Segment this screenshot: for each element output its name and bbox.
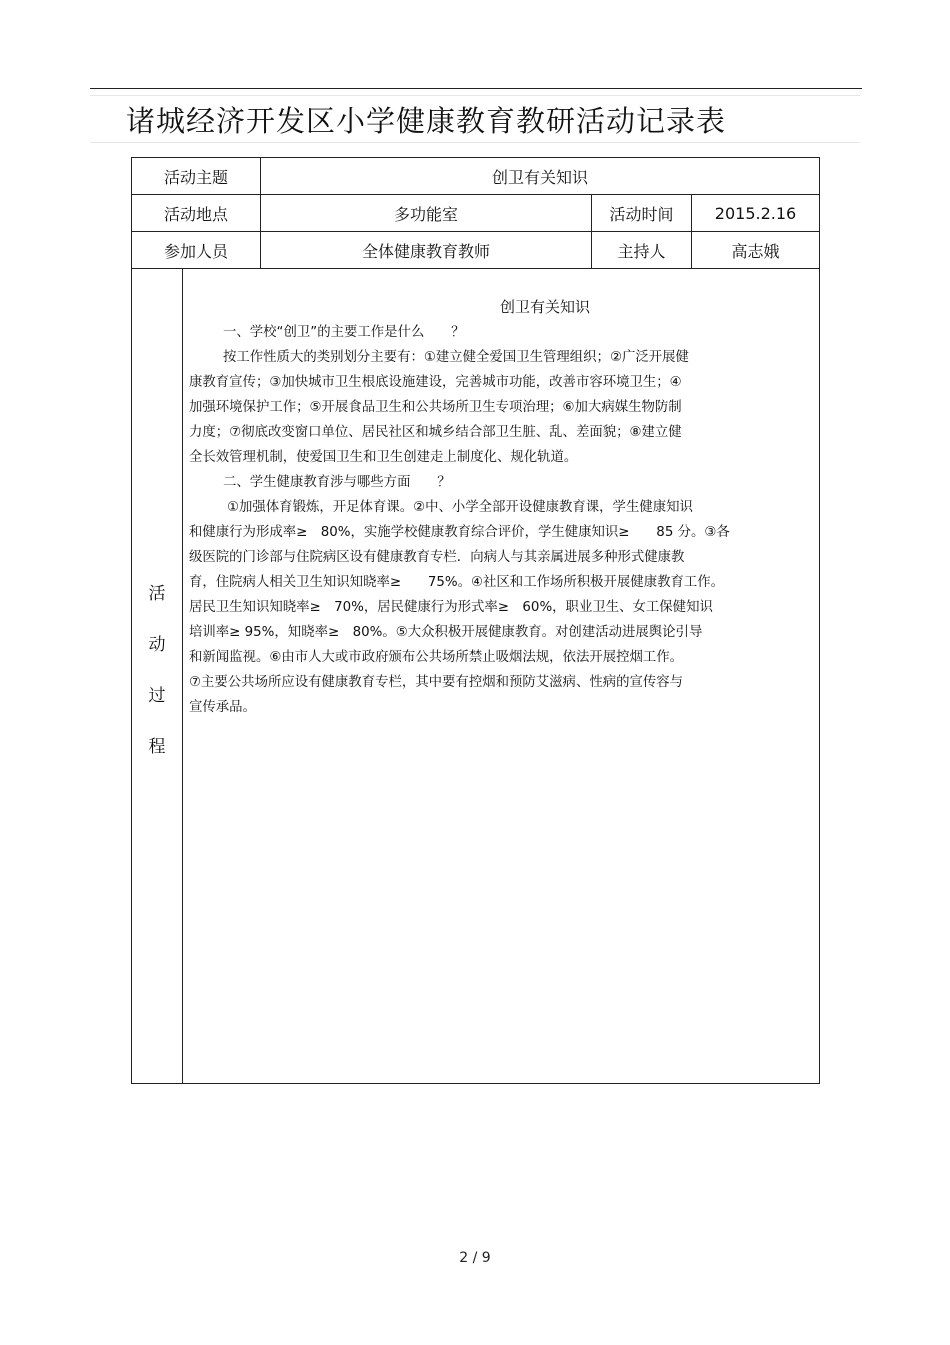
content-line: 居民卫生知识知晓率≥ 70%，居民健康行为形式率≥ 60%，职业卫生、女工保健知识 xyxy=(189,600,713,615)
activity-record-table xyxy=(131,157,820,1084)
content-line: 宣传承品。 xyxy=(189,700,256,715)
header-rule xyxy=(90,88,862,89)
content-line: 全长效管理机制，使爱国卫生和卫生创建走上制度化、规化轨道。 xyxy=(189,450,578,465)
content-line: 培训率≥ 95%，知晓率≥ 80%。⑤大众积极开展健康教育。对创建活动进展舆论引导 xyxy=(189,625,703,640)
process-content xyxy=(189,295,811,720)
topic-row xyxy=(132,158,820,195)
place-label: 活动地点 xyxy=(132,195,261,232)
process-label-char: 过 xyxy=(148,686,166,706)
page-number: 2 / 9 xyxy=(459,1250,491,1266)
topic-value: 创卫有关知识 xyxy=(261,158,820,195)
title-box xyxy=(90,95,860,143)
host-value: 高志娥 xyxy=(692,232,820,269)
place-value: 多功能室 xyxy=(261,195,592,232)
topic-label: 活动主题 xyxy=(132,158,261,195)
host-label: 主持人 xyxy=(592,232,692,269)
process-label-char: 程 xyxy=(148,737,166,757)
participants-value: 全体健康教育教师 xyxy=(261,232,592,269)
content-line: 级医院的门诊部与住院病区设有健康教育专栏．向病人与其亲属进展多种形式健康教 xyxy=(189,550,685,565)
content-line: 康教育宣传；③加快城市卫生根底设施建设，完善城市功能，改善市容环境卫生；④ xyxy=(189,375,682,390)
document-title: 诸城经济开发区小学健康教育教研活动记录表 xyxy=(126,104,727,138)
participants-label: 参加人员 xyxy=(132,232,261,269)
process-label-char: 活 xyxy=(148,584,166,604)
content-line: 和新闻监视。⑥由市人大或市政府颁布公共场所禁止吸烟法规，依法开展控烟工作。 xyxy=(189,650,684,665)
content-line: 一、学校“创卫”的主要工作是什么 ？ xyxy=(223,325,465,340)
process-cell xyxy=(132,269,820,1084)
participants-row xyxy=(132,232,820,269)
process-row xyxy=(132,269,820,1084)
content-line: ①加强体育锻炼，开足体育课。②中、小学全部开设健康教育课，学生健康知识 xyxy=(227,500,693,515)
time-label: 活动时间 xyxy=(592,195,692,232)
content-line: 和健康行为形成率≥ 80%，实施学校健康教育综合评价，学生健康知识≥ 85 分。③各 xyxy=(189,525,730,540)
process-divider xyxy=(182,269,183,1083)
content-line: 按工作性质大的类别划分主要有：①建立健全爱国卫生管理组织；②广泛开展健 xyxy=(223,350,689,365)
content-line: ⑦主要公共场所应设有健康教育专栏，其中要有控烟和预防艾滋病、性病的宣传容与 xyxy=(189,675,684,690)
content-line: 二、学生健康教育涉与哪些方面 ？ xyxy=(223,475,451,490)
process-label-char: 动 xyxy=(148,635,166,655)
time-value: 2015.2.16 xyxy=(692,195,820,232)
content-line: 育，住院病人相关卫生知识知晓率≥ 75%。④社区和工作场所积极开展健康教育工作。 xyxy=(189,575,725,590)
content-heading: 创卫有关知识 xyxy=(499,298,590,316)
place-time-row xyxy=(132,195,820,232)
process-label xyxy=(132,569,182,773)
content-line: 加强环境保护工作；⑤开展食品卫生和公共场所卫生专项治理；⑥加大病媒生物防制 xyxy=(189,400,682,415)
content-line: 力度；⑦彻底改变窗口单位、居民社区和城乡结合部卫生脏、乱、差面貌；⑧建立健 xyxy=(189,425,682,440)
